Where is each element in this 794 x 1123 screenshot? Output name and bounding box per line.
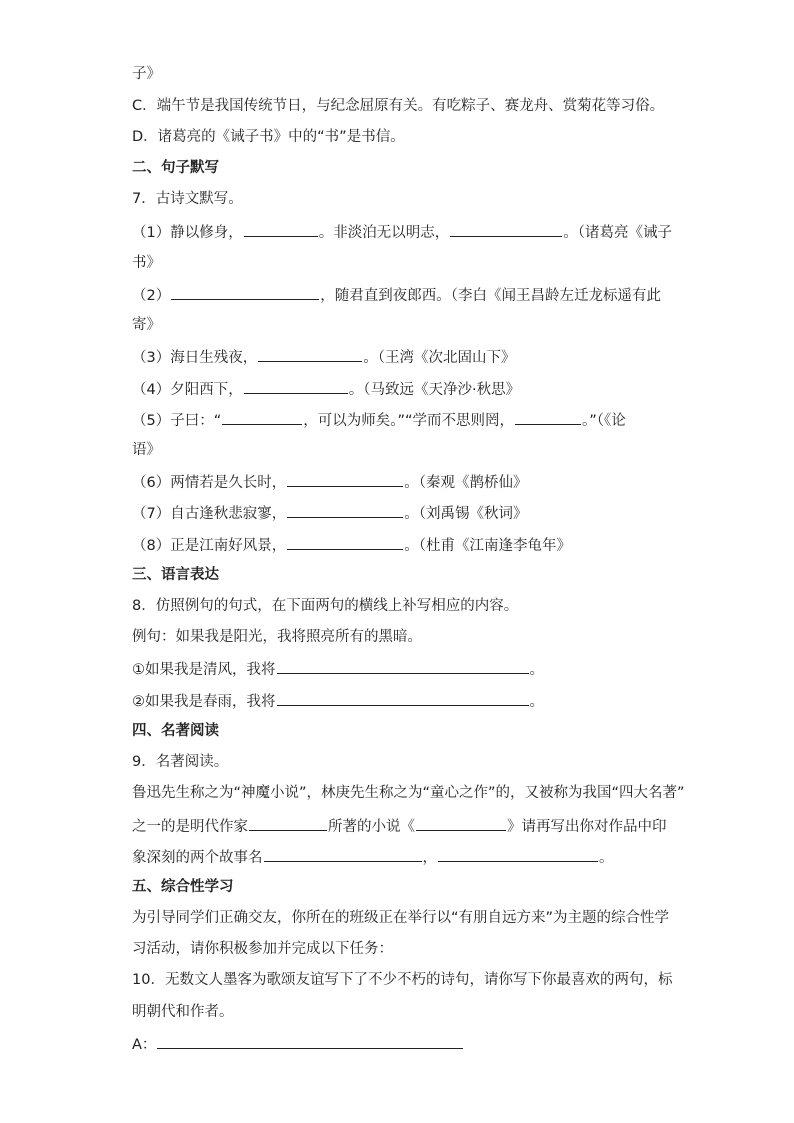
text-segment: 明朝代和作者。: [132, 1004, 234, 1020]
text-line: [132, 658, 674, 680]
text-line: [132, 315, 674, 335]
section-heading: [132, 721, 674, 741]
answer-blank[interactable]: [244, 221, 318, 237]
text-segment: 。”（《论: [582, 413, 626, 429]
text-segment: （4）夕阳西下，: [132, 382, 243, 398]
text-segment: 。（刘禹锡《秋词》: [404, 506, 528, 522]
text-line: [132, 690, 674, 712]
text-line: [132, 502, 674, 524]
answer-blank[interactable]: [287, 471, 403, 487]
answer-blank[interactable]: [515, 409, 581, 425]
answer-blank[interactable]: [249, 815, 327, 831]
text-segment: 9．名著阅读。: [132, 754, 229, 770]
text-segment: 》请再写出你对作品中印: [507, 819, 667, 835]
section-heading: [132, 565, 674, 585]
text-segment: ②如果我是春雨，我将: [132, 694, 276, 710]
text-segment: 书》: [132, 255, 161, 271]
text-segment: 7．古诗文默写。: [132, 191, 243, 207]
answer-blank[interactable]: [450, 221, 562, 237]
text-segment: 。: [599, 850, 614, 866]
text-line: [132, 471, 674, 493]
text-line: [132, 783, 685, 803]
text-segment: 习活动，请你积极参加并完成以下任务：: [132, 941, 393, 957]
text-segment: （2）: [132, 288, 171, 304]
text-segment: ，: [422, 850, 437, 866]
text-segment: 。（诸葛亮《诫子: [563, 225, 672, 241]
text-line: [132, 189, 674, 209]
text-segment: 10．无数文人墨客为歌颂友谊写下了不少不朽的诗句，请你写下你最喜欢的两句，标: [132, 972, 673, 988]
text-line: [132, 409, 674, 431]
text-segment: 。: [529, 694, 544, 710]
text-segment: 之一的是明代作家: [132, 819, 248, 835]
text-segment: 语》: [132, 442, 161, 458]
text-line: [132, 127, 674, 147]
text-segment: （8）正是江南好风景，: [132, 538, 287, 554]
text-line: [132, 284, 674, 306]
text-segment: 鲁迅先生称之为“神魔小说”，林庚先生称之为“童心之作”的，又被称为我国“四大名著”: [132, 785, 685, 801]
text-line: [132, 815, 674, 837]
section-heading: [132, 158, 674, 178]
text-segment: 所著的小说《: [328, 819, 415, 835]
answer-blank[interactable]: [157, 1033, 463, 1049]
text-segment: D．诸葛亮的《诫子书》中的“书”是书信。: [132, 129, 405, 145]
text-segment: 。（杜甫《江南逢李龟年》: [404, 538, 571, 554]
text-segment: 。（王湾《次北固山下》: [363, 350, 516, 366]
text-segment: ，可以为师矣。”“学而不思则罔，: [303, 413, 515, 429]
answer-blank[interactable]: [277, 658, 529, 674]
answer-blank[interactable]: [416, 815, 506, 831]
text-segment: 寄》: [132, 317, 161, 333]
section-heading: [132, 877, 674, 897]
text-segment: （6）两情若是久长时，: [132, 475, 287, 491]
text-segment: 。（秦观《鹊桥仙》: [404, 475, 528, 491]
text-segment: 子》: [132, 66, 161, 82]
text-segment: （1）静以修身，: [132, 225, 243, 241]
text-line: [132, 440, 674, 460]
text-segment: 例句：如果我是阳光，我将照亮所有的黑暗。: [132, 629, 422, 645]
text-segment: （5）子曰：“: [132, 413, 222, 429]
answer-blank[interactable]: [222, 409, 302, 425]
text-line: [132, 596, 674, 616]
text-line: [132, 96, 674, 116]
answer-blank[interactable]: [287, 502, 403, 518]
answer-blank[interactable]: [287, 534, 403, 550]
text-line: [132, 939, 674, 959]
text-segment: A：: [132, 1037, 157, 1053]
text-line: [132, 627, 674, 647]
text-line: [132, 846, 674, 868]
text-line: [132, 378, 674, 400]
text-line: [132, 64, 674, 84]
answer-blank[interactable]: [258, 346, 362, 362]
text-segment: 四、名著阅读: [132, 723, 219, 739]
text-segment: 二、句子默写: [132, 160, 219, 176]
text-segment: 。（马致远《天净沙·秋思》: [348, 382, 521, 398]
text-segment: 。非淡泊无以明志，: [318, 225, 450, 241]
text-segment: C．端午节是我国传统节日，与纪念屈原有关。有吃粽子、赛龙舟、赏菊花等习俗。: [132, 98, 665, 114]
answer-blank[interactable]: [438, 846, 598, 862]
text-line: [132, 1002, 674, 1022]
answer-blank[interactable]: [171, 284, 319, 300]
text-segment: 。: [529, 662, 544, 678]
text-line: [132, 970, 674, 990]
text-segment: 为引导同学们正确交友，你所在的班级正在举行以“有朋自远方来”为主题的综合性学: [132, 910, 670, 926]
text-segment: ①如果我是清风，我将: [132, 662, 276, 678]
text-line: [132, 1033, 674, 1055]
text-line: [132, 908, 674, 928]
text-segment: （3）海日生残夜，: [132, 350, 258, 366]
text-line: [132, 346, 674, 368]
text-segment: 8．仿照例句的句式，在下面两句的横线上补写相应的内容。: [132, 598, 519, 614]
text-segment: 三、语言表达: [132, 567, 219, 583]
text-line: [132, 253, 674, 273]
text-segment: 象深刻的两个故事名: [132, 850, 263, 866]
answer-blank[interactable]: [244, 378, 348, 394]
text-line: [132, 221, 674, 243]
answer-blank[interactable]: [264, 846, 422, 862]
text-segment: 五、综合性学习: [132, 879, 234, 895]
text-line: [132, 752, 674, 772]
text-segment: （7）自古逢秋悲寂寥，: [132, 506, 287, 522]
text-segment: ，随君直到夜郎西。（李白《闻王昌龄左迁龙标遥有此: [320, 288, 661, 304]
text-line: [132, 534, 674, 556]
answer-blank[interactable]: [277, 690, 529, 706]
